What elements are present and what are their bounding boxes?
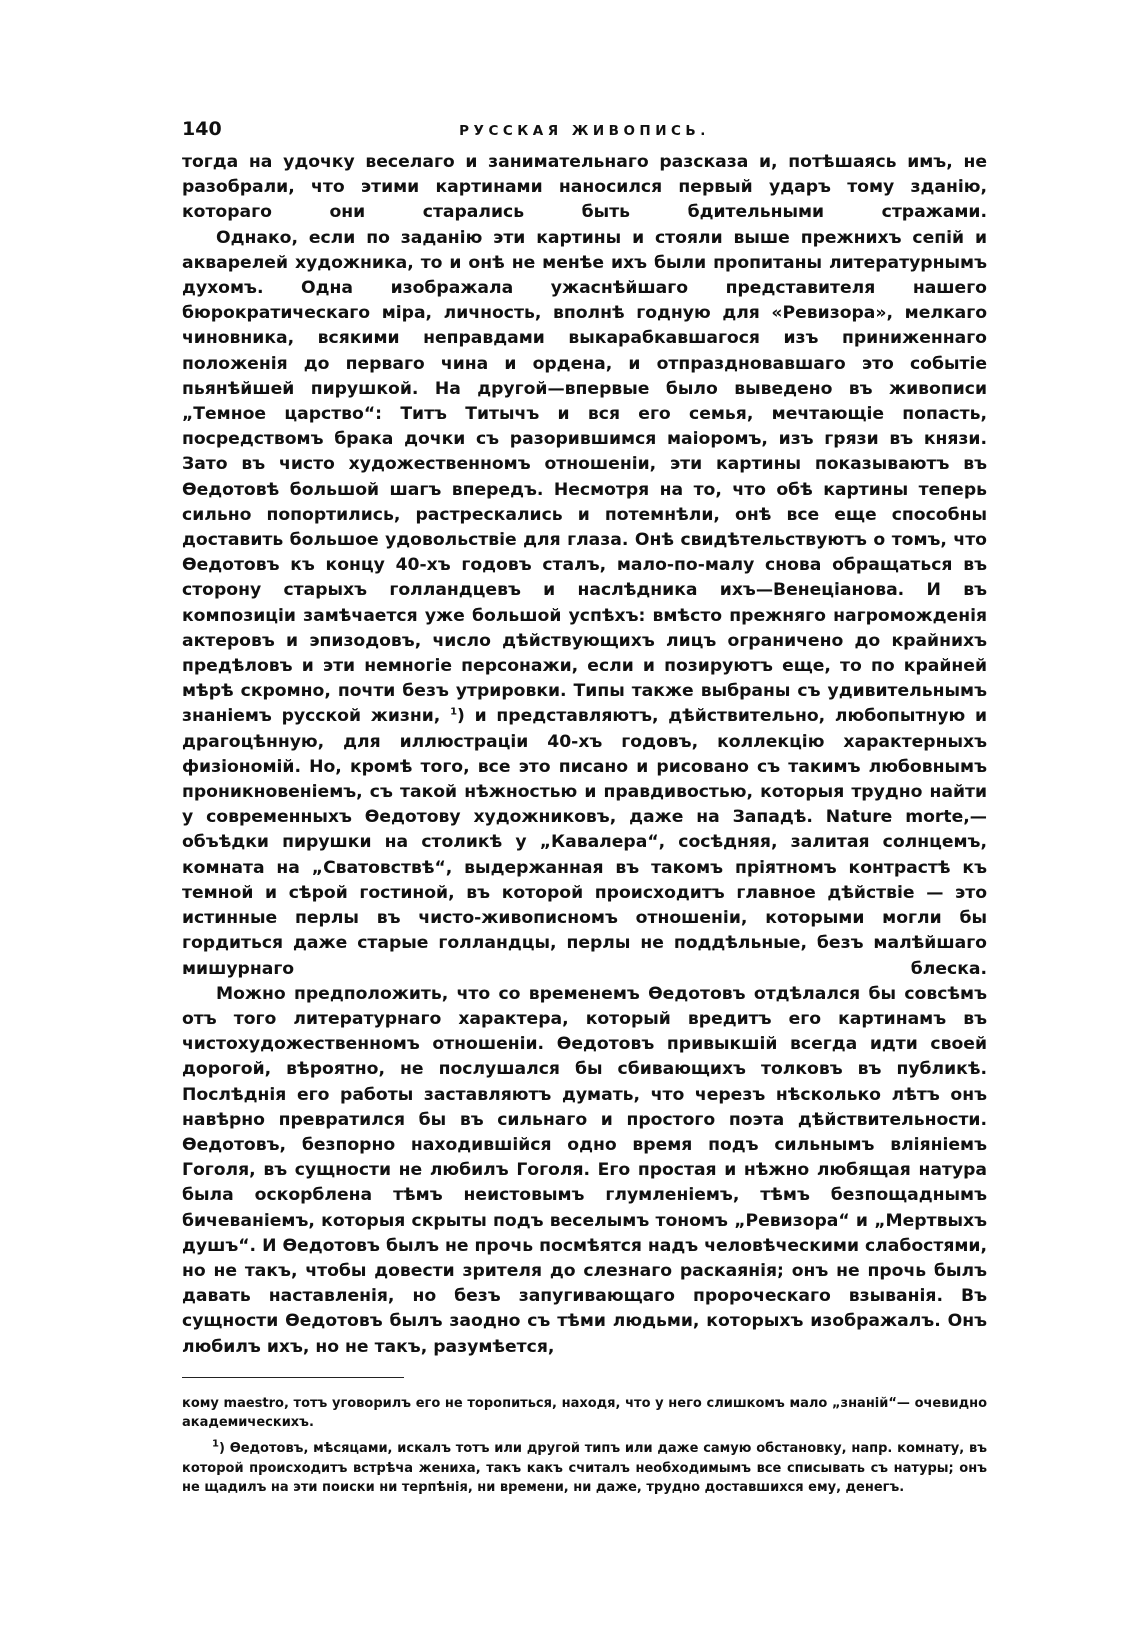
footnote-1-mark: 1 <box>212 1438 219 1450</box>
footnote-1 <box>182 1439 987 1498</box>
page-header <box>182 112 987 150</box>
footnote-continued <box>182 1394 987 1433</box>
running-title: РУССКАЯ ЖИВОПИСЬ. <box>459 123 710 139</box>
footnote-continued-text: кому maestro, тотъ уговорилъ его не торопиться, находя, что у него слишкомъ мало „знаній“— очевидно академическихъ. <box>182 1395 987 1431</box>
paragraph-1 <box>182 150 987 226</box>
paragraph-3-text: Можно предположить, что со временемъ Ѳедотовъ отдѣлался бы совсѣмъ отъ того литературнаго характера, который вредитъ его картинамъ въ чистохудожественномъ отношеніи. Ѳедотовъ привыкшій всегда идти своей дорогой, вѣроятно, не послушался бы сбивающихъ толковъ въ публикѣ. Послѣднія его работы заставляютъ думать, что черезъ нѣсколько лѣтъ онъ навѣрно превратился бы въ сильнаго и простого поэта дѣйствительности. Ѳедотовъ, безпорно находившійся одно время подъ сильнымъ вліяніемъ Гоголя, въ сущности не любилъ Гоголя. Его простая и нѣжно любящая натура была оскорблена тѣмъ неистовымъ глумленіемъ, тѣмъ безпощаднымъ бичеваніемъ, которыя скрыты подъ веселымъ тономъ „Ревизора“ и „Мертвыхъ душъ“. И Ѳедотовъ былъ не прочь посмѣятся надъ человѣческими слабостями, но не такъ, чтобы довести зрителя до слезнаго раскаянія; онъ не прочь былъ давать наставленія, но безъ запугивающаго пророческаго взыванія. Въ сущности Ѳедотовъ былъ заодно съ тѣми людьми, которыхъ изображалъ. Онъ любилъ ихъ, но не такъ, разумѣется, <box>182 983 987 1357</box>
footnotes <box>182 1394 987 1498</box>
footnote-1-text: ) Ѳедотовъ, мѣсяцами, искалъ тотъ или другой типъ или даже самую обстановку, напр. комнату, въ которой происходитъ встрѣча жениха, такъ какъ считалъ необходимымъ все списывать съ натуры; онъ не щадилъ на эти поиски ни терпѣнія, ни времени, ни даже, трудно доставшихся ему, денегъ. <box>182 1440 987 1496</box>
footnote-divider <box>182 1377 404 1378</box>
main-text <box>182 150 987 1360</box>
paragraph-2-text: Однако, если по заданію эти картины и стояли выше прежнихъ сепій и акварелей художника, то и онѣ не менѣе ихъ были пропитаны литературнымъ духомъ. Одна изображала ужаснѣйшаго представителя нашего бюрократическаго міра, личность, вполнѣ годную для «Ревизора», мелкаго чиновника, всякими неправдами выкарабкавшагося изъ приниженнаго положенія до перваго чина и ордена, и отпраздновавшаго это событіе пьянѣйшей пирушкой. На другой—впервые было выведено въ живописи „Темное царство“: Титъ Титычъ и вся его семья, мечтающіе попасть, посредствомъ брака дочки съ разорившимся маіоромъ, изъ грязи въ князи. Зато въ чисто художественномъ отношеніи, эти картины показываютъ въ Ѳедотовѣ большой шагъ впередъ. Несмотря на то, что обѣ картины теперь сильно попортились, растрескались и потемнѣли, онѣ все еще способны доставить большое удовольствіе для глаза. Онѣ свидѣтельствуютъ о томъ, что Ѳедотовъ къ концу 40-хъ годовъ сталъ, мало-по-малу снова обращаться въ сторону старыхъ голландцевъ и наслѣдника ихъ—Венеціанова. И въ композиціи замѣчается уже большой успѣхъ: вмѣсто прежняго нагроможденія актеровъ и эпизодовъ, число дѣйствующихъ лицъ ограничено до крайнихъ предѣловъ и эти немногіе персонажи, если и позируютъ еще, то по крайней мѣрѣ скромно, почти безъ утрировки. Типы также выбраны съ удивительнымъ знаніемъ русской жизни, <box>182 227 987 727</box>
footnote-reference-1: 1 <box>450 706 458 718</box>
book-page <box>182 112 987 1504</box>
paragraph-1-text: тогда на удочку веселаго и занимательнаго разсказа и, потѣшаясь имъ, не разобрали, что этими картинами наносился первый ударъ тому зданію, котораго они старались быть бдительными стражами. <box>182 152 987 223</box>
paragraph-3 <box>182 982 987 1360</box>
page-number: 140 <box>182 118 222 140</box>
paragraph-2-text-continued: ) и представляютъ, дѣйствительно, любопытную и драгоцѣнную, для иллюстраціи 40-хъ годовъ, коллекцію характерныхъ физіономій. Но, кромѣ того, все это писано и рисовано съ такимъ любовнымъ проникновеніемъ, съ такой нѣжностью и правдивостью, которыя трудно найти у современныхъ Ѳедотову художниковъ, даже на Западѣ. Nature morte,— объѣдки пирушки на столикѣ у „Кавалера“, сосѣдняя, залитая солнцемъ, комната на „Сватовствѣ“, выдержанная въ такомъ пріятномъ контрастѣ къ темной и сѣрой гостиной, въ которой происходитъ главное дѣйствіе — это истинные перлы въ чисто-живописномъ отношеніи, которыми могли бы гордиться даже старые голландцы, перлы не поддѣльные, безъ малѣйшаго мишурнаго блеска. <box>182 706 987 979</box>
paragraph-2 <box>182 226 987 982</box>
